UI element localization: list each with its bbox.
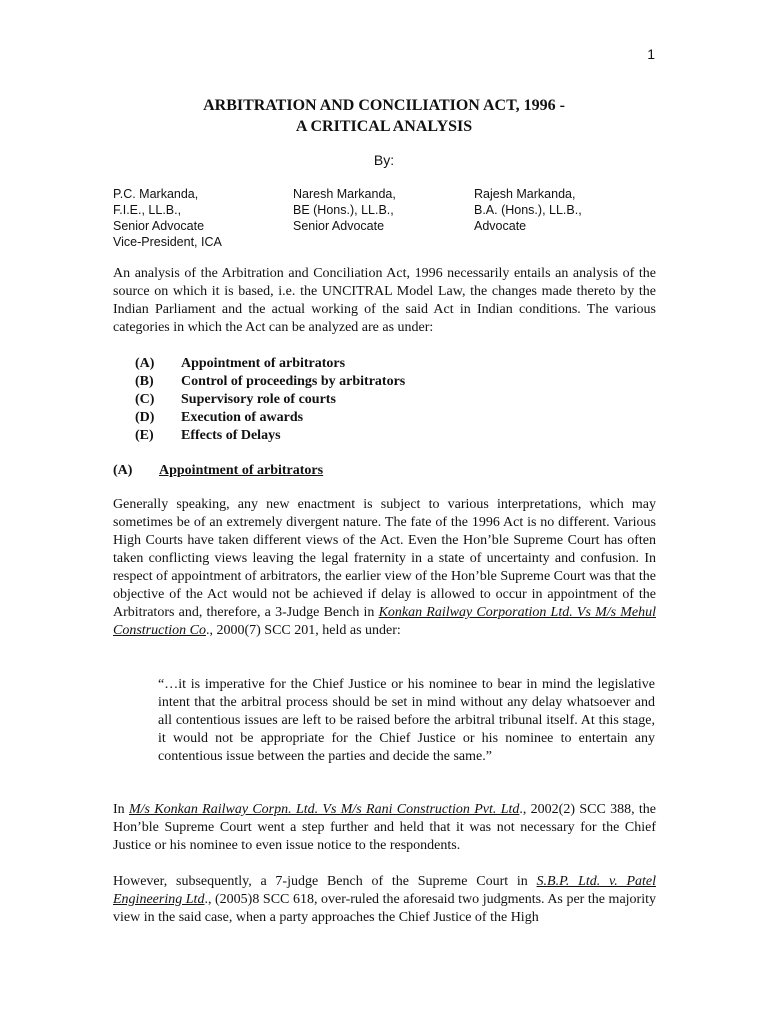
list-item-letter: (C)	[135, 392, 155, 407]
section-title: Appointment of arbitrators	[159, 463, 324, 478]
section-letter: (A)	[113, 463, 133, 478]
author-qualification: B.A. (Hons.), LL.B.,	[474, 203, 582, 217]
author-title: Advocate	[474, 219, 527, 233]
list-item-letter: (E)	[135, 428, 154, 443]
authors-block	[113, 186, 673, 250]
list-item-label: Appointment of arbitrators	[181, 356, 346, 371]
author-2	[293, 186, 396, 234]
author-qualification: F.I.E., LL.B.,	[113, 203, 182, 217]
intro-paragraph: An analysis of the Arbitration and Conciliation Act, 1996 necessarily entails an analysis of the source on which it is based, i.e. the UNCITRAL Model Law, the changes made thereto by the Indian Parliament and the actual working of the said Act in Indian conditions. The various categories in which the Act can be analyzed are as under:	[113, 266, 656, 335]
list-item-label: Control of proceedings by arbitrators	[181, 374, 406, 389]
list-item-label: Supervisory role of courts	[181, 392, 336, 407]
list-item	[135, 427, 405, 445]
paragraph-text: In	[113, 802, 129, 817]
list-item-letter: (D)	[135, 410, 155, 425]
list-item-label: Effects of Delays	[181, 428, 281, 443]
paragraph-text: Generally speaking, any new enactment is subject to various interpretations, which may sometimes be of an extremely divergent nature. The fate of the 1996 Act is no different. Various High Courts have taken different views of the Act. Even the Hon’ble Supreme Court has often taken conflicting views leaving the legal fraternity in a state of uncertainty and confusion. In respect of appointment of arbitrators, the earlier view of the Hon’ble Supreme Court was that the objective of the Act would not be achieved if delay is allowed to occur in appointment of the Arbitrators and, therefore, a 3-Judge Bench in	[113, 497, 656, 620]
by-label: By:	[373, 152, 395, 168]
author-position: Vice-President, ICA	[113, 235, 222, 249]
list-item-letter: (A)	[135, 356, 155, 371]
paragraph-text: ., (2005)8 SCC 618, over-ruled the aforesaid two judgments. As per the majority view in the said case, when a party approaches the Chief Justice of the High	[113, 892, 656, 925]
list-item	[135, 355, 405, 373]
author-name: Rajesh Markanda,	[474, 187, 576, 201]
list-item	[135, 409, 405, 427]
list-item	[135, 391, 405, 409]
title-line-2: A CRITICAL ANALYSIS	[295, 118, 473, 135]
section-heading	[113, 462, 323, 480]
paragraph-1	[113, 496, 656, 640]
author-qualification: BE (Hons.), LL.B.,	[293, 203, 394, 217]
paragraph-text: ., 2002(2) SCC 388, the Hon’ble Supreme Court went a step further and held that it was not necessary for the Chief Justice or his nominee to even issue notice to the respondents.	[113, 802, 657, 853]
page-number: 1	[647, 46, 655, 62]
case-citation: M/s Konkan Railway Corpn. Ltd. Vs M/s Rani Construction Pvt. Ltd	[128, 802, 520, 817]
list-item-letter: (B)	[135, 374, 154, 389]
title-line-1: ARBITRATION AND CONCILIATION ACT, 1996 -	[203, 97, 565, 114]
author-title: Senior Advocate	[293, 219, 385, 233]
case-citation: Konkan Railway Corporation Ltd. Vs M/s Mehul Construction Co	[113, 605, 657, 638]
block-quote: “…it is imperative for the Chief Justice or his nominee to bear in mind the legislative intent that the arbitral process should be set in mind without any delay whatsoever and all contentious issues are left to be raised before the arbitral tribunal itself. At this stage, it would not be appropriate for the Chief Justice or his nominee to entertain any contentious issue between the parties and decide the same.”	[158, 677, 655, 764]
author-1	[113, 186, 222, 250]
paragraph-3	[113, 873, 656, 927]
author-name: P.C. Markanda,	[113, 187, 199, 201]
case-citation: S.B.P. Ltd. v. Patel Engineering Ltd	[113, 874, 657, 907]
category-list	[135, 355, 405, 445]
author-title: Senior Advocate	[113, 219, 205, 233]
paragraph-text: However, subsequently, a 7-judge Bench of the Supreme Court in	[113, 874, 537, 889]
author-name: Naresh Markanda,	[293, 187, 396, 201]
document-title	[0, 95, 768, 137]
list-item-label: Execution of awards	[181, 410, 304, 425]
paragraph-text: ., 2000(7) SCC 201, held as under:	[205, 623, 401, 638]
paragraph-2	[113, 801, 656, 855]
list-item	[135, 373, 405, 391]
author-3	[474, 186, 582, 234]
